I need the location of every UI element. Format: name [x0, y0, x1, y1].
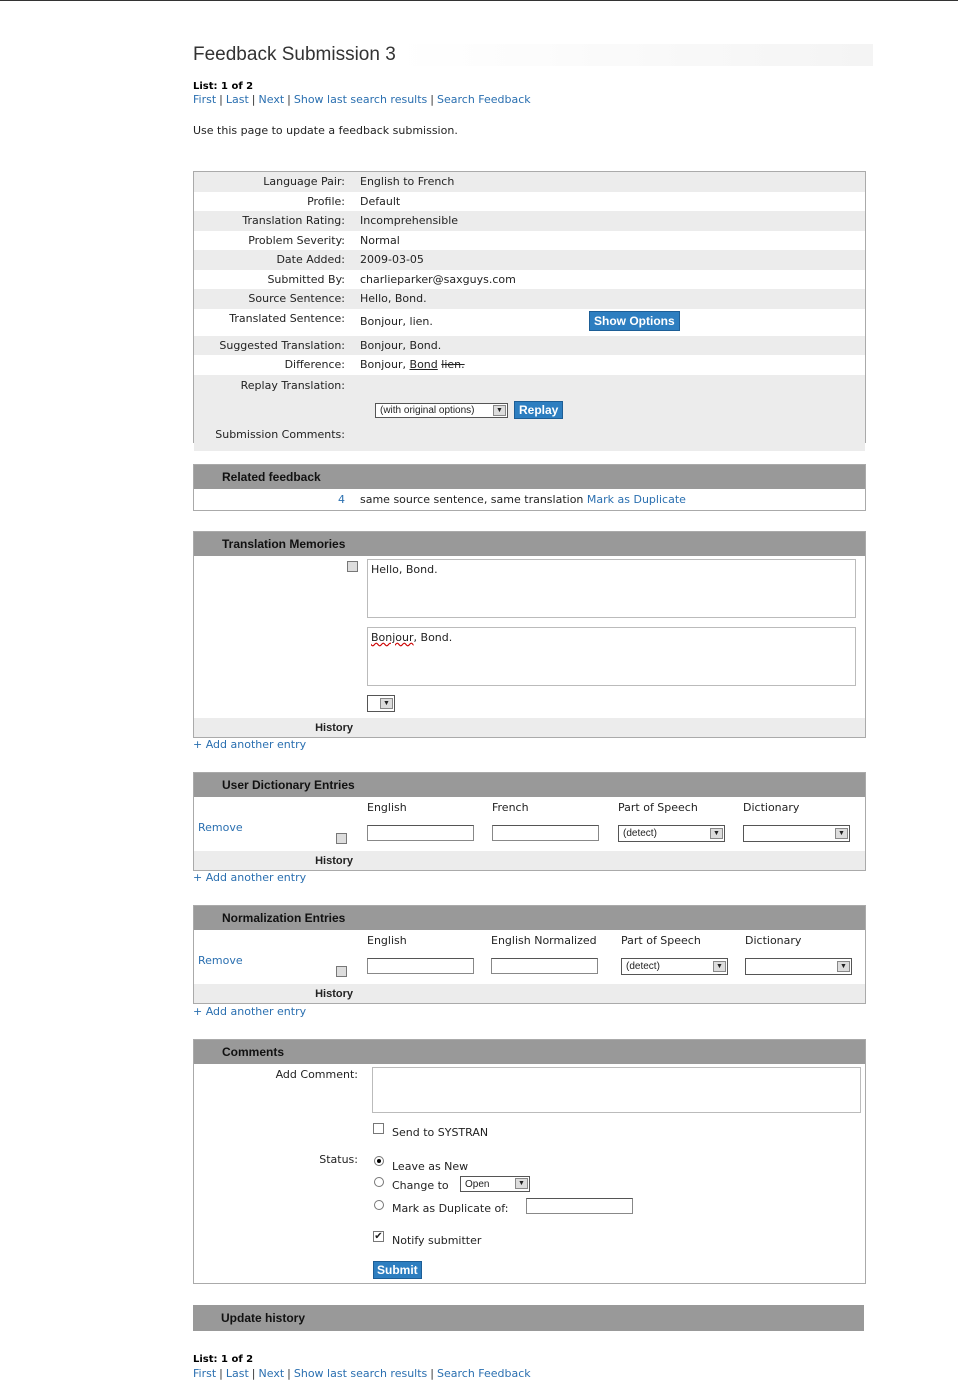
add-comment-textarea[interactable] — [372, 1067, 861, 1113]
replay-label: Replay Translation: — [240, 378, 345, 392]
change-to-status-select[interactable] — [460, 1176, 530, 1192]
related-feedback-header: Related feedback — [194, 465, 865, 489]
translated-sentence: Bonjour, lien. — [360, 314, 433, 328]
replay-options-value: (with original options) — [380, 404, 475, 416]
user-dictionary-panel — [193, 772, 866, 871]
memory-target-textarea[interactable] — [367, 627, 856, 686]
nav-next[interactable]: Next — [258, 93, 285, 106]
detail-value: charlieparker@saxguys.com — [360, 272, 516, 286]
detail-value: Incomprehensible — [360, 214, 459, 228]
notify-submitter-checkbox[interactable]: ✔ — [374, 1231, 383, 1242]
normalization-panel — [193, 905, 866, 1004]
normalization-header: Normalization Entries — [194, 906, 865, 930]
detail-value: 2009-03-05 — [360, 253, 424, 267]
chevron-down-icon: ▼ — [515, 1178, 528, 1189]
user-dict-remove-link[interactable]: Remove — [198, 821, 243, 834]
detail-row — [194, 336, 865, 356]
nav-next[interactable]: Next — [258, 1367, 285, 1380]
history-label: History — [315, 854, 353, 867]
nav-show-last-search[interactable]: Show last search results — [293, 93, 428, 106]
related-feedback-row — [194, 489, 865, 509]
translation-memories-panel — [193, 531, 866, 738]
top-border — [0, 0, 958, 1]
user-dict-french-input[interactable] — [492, 825, 599, 841]
comments-panel — [193, 1039, 866, 1284]
leave-as-new-label: Leave as New — [392, 1160, 469, 1173]
user-dict-add-entry-link[interactable]: + Add another entry — [193, 871, 307, 884]
col-dictionary: Dictionary — [743, 801, 800, 814]
user-dict-pos-value: (detect) — [623, 828, 657, 839]
add-comment-label: Add Comment: — [275, 1068, 358, 1081]
memory-checkbox[interactable] — [347, 561, 358, 572]
nav-links-bottom: First | Last | Next | Show last search results | Search Feedback — [193, 1367, 531, 1380]
comments-header: Comments — [194, 1040, 865, 1064]
mark-duplicate-radio[interactable] — [374, 1200, 384, 1210]
page-title: Feedback Submission 3 — [193, 44, 873, 66]
chevron-down-icon: ▼ — [713, 961, 726, 972]
replay-options-select[interactable] — [375, 403, 508, 418]
send-to-systran-checkbox[interactable] — [373, 1123, 384, 1134]
difference-value — [360, 358, 865, 371]
user-dict-checkbox[interactable] — [336, 833, 347, 844]
notify-submitter-label: Notify submitter — [392, 1234, 482, 1247]
detail-value: Normal — [360, 233, 400, 247]
intro-text: Use this page to update a feedback submission. — [193, 124, 458, 137]
detail-row — [194, 250, 865, 270]
nav-links-top: First | Last | Next | Show last search results | Search Feedback — [193, 93, 531, 106]
col-part-of-speech: Part of Speech — [621, 934, 701, 947]
memory-target-word: Bonjour — [371, 631, 414, 644]
change-to-radio[interactable] — [374, 1177, 384, 1187]
show-options-button[interactable]: Show Options — [589, 311, 680, 331]
detail-value: Hello, Bond. — [360, 292, 427, 306]
nav-last[interactable]: Last — [225, 1367, 249, 1380]
col-english: English — [367, 934, 407, 947]
history-label: History — [315, 987, 353, 1000]
detail-row — [194, 270, 865, 290]
related-description: same source sentence, same translation — [360, 492, 584, 506]
replay-button[interactable]: Replay — [514, 401, 563, 419]
user-dict-english-input[interactable] — [367, 825, 474, 841]
translation-memories-header: Translation Memories — [194, 532, 865, 556]
memory-select[interactable] — [367, 695, 395, 712]
nav-show-last-search[interactable]: Show last search results — [293, 1367, 428, 1380]
detail-label: Translation Rating: — [242, 214, 345, 228]
detail-row — [194, 309, 865, 336]
detail-value: Default — [360, 194, 401, 208]
nav-first[interactable]: First — [193, 1367, 217, 1380]
detail-row — [194, 192, 865, 212]
chevron-down-icon: ▼ — [835, 828, 848, 839]
leave-as-new-radio[interactable] — [374, 1156, 384, 1166]
nav-search-feedback[interactable]: Search Feedback — [437, 93, 531, 106]
nav-last[interactable]: Last — [225, 93, 249, 106]
memory-history-bar — [194, 718, 865, 737]
col-french: French — [492, 801, 529, 814]
normalization-add-entry-link[interactable]: + Add another entry — [193, 1005, 307, 1018]
detail-row — [194, 211, 865, 231]
detail-value: English to French — [360, 175, 455, 189]
normalization-pos-value: (detect) — [626, 961, 660, 972]
chevron-down-icon: ▼ — [837, 961, 850, 972]
related-count[interactable] — [194, 493, 360, 506]
normalization-remove-link[interactable]: Remove — [198, 954, 243, 967]
detail-row — [194, 289, 865, 309]
detail-label: Language Pair: — [263, 175, 345, 189]
chevron-down-icon: ▼ — [493, 405, 506, 416]
difference-row — [194, 355, 865, 375]
detail-value: Bonjour, Bond. — [360, 338, 442, 352]
related-count-link[interactable]: 4 — [338, 492, 345, 506]
detail-label: Suggested Translation: — [219, 338, 345, 352]
chevron-down-icon: ▼ — [380, 698, 393, 709]
user-dict-pos-select[interactable] — [618, 825, 725, 842]
history-label: History — [315, 721, 353, 734]
normalization-normalized-input[interactable] — [491, 958, 598, 974]
user-dict-history-bar — [194, 851, 865, 870]
detail-row — [194, 231, 865, 251]
normalization-pos-select[interactable] — [621, 958, 728, 975]
change-to-status-value: Open — [465, 1178, 490, 1190]
memory-target-rest: , Bond. — [413, 631, 453, 644]
detail-label: Translated Sentence: — [229, 311, 345, 325]
detail-label: Date Added: — [276, 253, 345, 267]
detail-label: Profile: — [307, 194, 345, 208]
col-part-of-speech: Part of Speech — [618, 801, 698, 814]
normalization-dictionary-select[interactable] — [745, 958, 852, 975]
nav-first[interactable]: First — [193, 93, 217, 106]
detail-label: Source Sentence: — [248, 292, 345, 306]
change-to-label: Change to — [392, 1179, 449, 1192]
col-dictionary: Dictionary — [745, 934, 802, 947]
list-position: List: 1 of 2 — [193, 81, 254, 92]
col-english-normalized: English Normalized — [491, 934, 597, 947]
difference-inserted: Bond — [409, 358, 438, 372]
detail-label: Submitted By: — [267, 272, 345, 286]
detail-value — [360, 312, 865, 328]
user-dictionary-header: User Dictionary Entries — [194, 773, 865, 797]
difference-prefix: Bonjour, — [360, 358, 410, 372]
memory-source-textarea[interactable]: Hello, Bond. — [367, 559, 856, 618]
memories-add-entry-link[interactable]: + Add another entry — [193, 738, 307, 751]
normalization-checkbox[interactable] — [336, 966, 347, 977]
duplicate-of-input[interactable] — [526, 1198, 633, 1214]
status-label: Status: — [319, 1153, 358, 1166]
related-feedback-panel — [193, 464, 866, 511]
update-history-panel — [193, 1305, 864, 1331]
detail-label: Problem Severity: — [248, 233, 345, 247]
nav-search-feedback[interactable]: Search Feedback — [437, 1367, 531, 1380]
difference-deleted: lien. — [441, 358, 465, 372]
submission-comments-label: Submission Comments: — [215, 427, 345, 441]
mark-as-duplicate-link[interactable]: Mark as Duplicate — [586, 492, 686, 506]
send-to-systran-label: Send to SYSTRAN — [392, 1126, 489, 1139]
chevron-down-icon: ▼ — [710, 828, 723, 839]
update-history-header: Update history — [193, 1305, 864, 1331]
replay-section — [194, 375, 865, 451]
user-dict-dictionary-select[interactable] — [743, 825, 850, 842]
normalization-english-input[interactable] — [367, 958, 474, 974]
normalization-history-bar — [194, 984, 865, 1003]
difference-label: Difference: — [284, 358, 345, 372]
detail-row — [194, 172, 865, 192]
details-panel — [193, 171, 866, 443]
list-position-bottom: List: 1 of 2 — [193, 1354, 254, 1365]
mark-duplicate-label: Mark as Duplicate of: — [392, 1202, 509, 1215]
col-english: English — [367, 801, 407, 814]
submit-button[interactable]: Submit — [373, 1261, 422, 1279]
